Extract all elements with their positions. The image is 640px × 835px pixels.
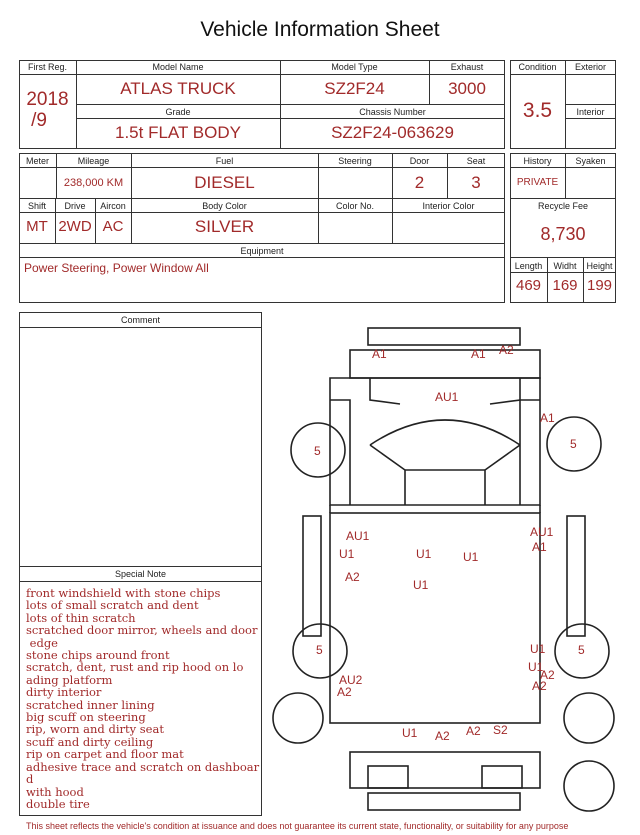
damage-mark: U1 bbox=[339, 547, 355, 561]
model-type-value: SZ2F24 bbox=[324, 79, 385, 98]
condition-label: Condition bbox=[518, 62, 557, 72]
damage-mark: U1 bbox=[463, 550, 479, 564]
page-title: Vehicle Information Sheet bbox=[200, 18, 440, 41]
comment-label: Comment bbox=[120, 315, 160, 325]
steering-label: Steering bbox=[338, 156, 372, 166]
note-line: rip on carpet and floor mat bbox=[26, 747, 184, 762]
history-label: History bbox=[523, 156, 552, 166]
interior-color-label: Interior Color bbox=[422, 201, 475, 211]
note-line: scuff and dirty ceiling bbox=[26, 734, 154, 749]
mileage-value: 238,000 KM bbox=[63, 177, 124, 189]
damage-mark: A2 bbox=[466, 724, 481, 738]
damage-mark: A1 bbox=[372, 347, 387, 361]
note-line: scratched door mirror, wheels and door bbox=[26, 623, 258, 638]
aircon-label: Aircon bbox=[100, 201, 126, 211]
damage-mark: A1 bbox=[532, 540, 547, 554]
damage-mark: A2 bbox=[540, 668, 555, 682]
damage-mark: AU1 bbox=[346, 529, 370, 543]
damage-mark: 5 bbox=[570, 437, 577, 451]
note-line: stone chips around front bbox=[26, 648, 170, 663]
fuel-value: DIESEL bbox=[194, 173, 255, 192]
damage-mark: A1 bbox=[471, 347, 486, 361]
door-label: Door bbox=[409, 156, 430, 166]
body-color-label: Body Color bbox=[202, 201, 247, 211]
syaken-label: Syaken bbox=[575, 156, 606, 166]
note-line: double tire bbox=[26, 796, 90, 811]
chassis-label: Chassis Number bbox=[359, 107, 426, 117]
drive-value: 2WD bbox=[58, 218, 92, 235]
length-label: Length bbox=[514, 261, 543, 271]
damage-mark: S2 bbox=[493, 723, 508, 737]
door-value: 2 bbox=[414, 173, 425, 192]
exhaust-label: Exhaust bbox=[450, 62, 484, 72]
fuel-label: Fuel bbox=[215, 156, 234, 166]
note-line: rip, worn and dirty seat bbox=[26, 722, 164, 737]
damage-mark: 5 bbox=[314, 444, 321, 458]
drive-label: Drive bbox=[64, 201, 86, 211]
damage-mark: A2 bbox=[345, 570, 360, 584]
meter-label: Meter bbox=[25, 156, 49, 166]
note-line: lots of small scratch and dent bbox=[26, 598, 199, 613]
damage-mark: U1 bbox=[530, 642, 546, 656]
history-value: PRIVATE bbox=[516, 177, 559, 188]
mileage-label: Mileage bbox=[77, 156, 110, 166]
equipment-value: Power Steering, Power Window All bbox=[24, 261, 209, 275]
exterior-label: Exterior bbox=[574, 62, 606, 72]
condition-score: 3.5 bbox=[522, 99, 553, 122]
note-line: scratched inner lining bbox=[26, 697, 155, 712]
note-line: big scuff on steering bbox=[26, 710, 146, 725]
first-reg-month: /9 bbox=[31, 110, 47, 131]
exhaust-value: 3000 bbox=[448, 79, 486, 98]
note-line: front windshield with stone chips bbox=[26, 586, 221, 600]
special-note-label: Special Note bbox=[114, 569, 167, 579]
interior-label: Interior bbox=[576, 107, 605, 117]
disclaimer-footer: This sheet reflects the vehicle's condition at issuance and does not guarantee its current state, functionality, or suitability for any purpose bbox=[26, 821, 569, 831]
first-reg-label: First Reg. bbox=[27, 62, 67, 72]
grade-value: 1.5t FLAT BODY bbox=[115, 123, 241, 142]
damage-mark: U1 bbox=[402, 726, 418, 740]
height-value: 199 bbox=[586, 277, 613, 294]
damage-mark: AU2 bbox=[339, 673, 363, 687]
first-reg-year: 2018 bbox=[26, 89, 69, 110]
model-name-value: ATLAS TRUCK bbox=[120, 79, 236, 98]
chassis-value: SZ2F24-063629 bbox=[331, 123, 454, 142]
damage-mark: U1 bbox=[413, 578, 429, 592]
body-color-value: SILVER bbox=[194, 217, 255, 236]
seat-label: Seat bbox=[466, 156, 486, 166]
note-line: edge bbox=[26, 635, 58, 650]
damage-marks bbox=[314, 343, 585, 743]
aircon-value: AC bbox=[102, 218, 124, 235]
width-label: Widht bbox=[553, 261, 577, 271]
damage-mark: 5 bbox=[316, 643, 323, 657]
note-line: d bbox=[26, 772, 34, 787]
note-line: scratch, dent, rust and rip hood on lo bbox=[26, 660, 244, 675]
grade-label: Grade bbox=[165, 107, 191, 117]
color-no-label: Color No. bbox=[335, 201, 374, 211]
damage-mark: A2 bbox=[337, 685, 352, 699]
damage-mark: AU1 bbox=[530, 525, 554, 539]
damage-mark: U1 bbox=[528, 660, 544, 674]
equipment-label: Equipment bbox=[240, 246, 284, 256]
note-line: adhesive trace and scratch on dashboar bbox=[26, 759, 260, 774]
damage-mark: AU1 bbox=[435, 390, 459, 404]
seat-value: 3 bbox=[471, 173, 481, 192]
length-value: 469 bbox=[515, 277, 542, 294]
damage-mark: 5 bbox=[578, 643, 585, 657]
damage-mark: A1 bbox=[540, 411, 555, 425]
damage-mark: A2 bbox=[532, 679, 547, 693]
recycle-fee-label: Recycle Fee bbox=[537, 201, 589, 211]
damage-mark: U1 bbox=[416, 547, 432, 561]
width-value: 169 bbox=[552, 277, 578, 294]
damage-mark: A2 bbox=[435, 729, 450, 743]
height-label: Height bbox=[586, 261, 613, 271]
model-name-label: Model Name bbox=[152, 62, 204, 72]
shift-label: Shift bbox=[27, 201, 46, 211]
note-line: with hood bbox=[26, 784, 84, 799]
damage-mark: A2 bbox=[499, 343, 514, 357]
note-line: ading platform bbox=[26, 672, 113, 687]
model-type-label: Model Type bbox=[331, 62, 378, 72]
shift-value: MT bbox=[26, 218, 48, 235]
note-line: lots of thin scratch bbox=[26, 610, 136, 625]
recycle-fee-value: 8,730 bbox=[540, 224, 586, 244]
note-line: dirty interior bbox=[26, 685, 102, 700]
